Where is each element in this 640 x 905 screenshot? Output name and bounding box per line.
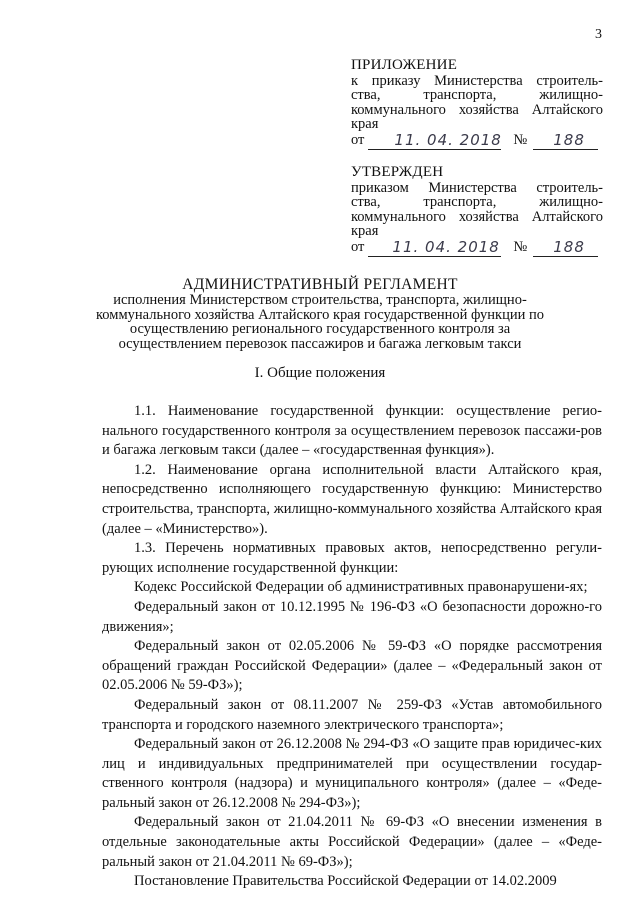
paragraph: 1.3. Перечень нормативных правовых актов, непосредственно регули-рующих исполнение государственной функции: <box>102 540 602 576</box>
number-label: № <box>513 239 528 255</box>
approved-line: приказом Министерства строитель- <box>351 179 603 196</box>
date-label: от <box>351 239 365 255</box>
document-heading <box>60 276 580 351</box>
paragraph: Федеральный закон от 08.11.2007 № 259-ФЗ «Устав автомобильного транспорта и городского наземного электрического транспорта»; <box>102 696 602 733</box>
paragraph: 1.2. Наименование органа исполнительной власти Алтайского края, непосредственно исполняющего государственную функцию: Министерство строительства, транспорта, жилищно-коммунального хозяйства Алтайского края (далее – «Министерство»). <box>102 461 602 537</box>
body-text <box>102 402 602 892</box>
handwritten-number: 188 <box>553 131 585 149</box>
section-title: I. Общие положения <box>254 365 386 381</box>
paragraph: Федеральный закон от 21.04.2011 № 69-ФЗ «О внесении изменения в отдельные законодательные акты Российской Федерации» (далее – «Феде-ральный закон от 21.04.2011 № 69-ФЗ»); <box>102 814 602 870</box>
date-label: от <box>351 132 365 148</box>
approved-title: УТВЕРЖДЕН <box>351 164 444 180</box>
page-number: 3 <box>595 27 602 42</box>
approved-date-line <box>351 235 603 257</box>
document-subtitle-line: осуществлением перевозок пассажиров и багажа легковым такси <box>118 335 522 352</box>
appendix-line: края <box>351 116 379 132</box>
approved-line: ства, транспорта, жилищно- <box>351 194 603 210</box>
approved-line: края <box>351 223 379 239</box>
appendix-title: ПРИЛОЖЕНИЕ <box>351 57 458 73</box>
appendix-line: ства, транспорта, жилищно- <box>351 87 603 103</box>
appendix-date-line <box>351 128 603 150</box>
approved-line: коммунального хозяйства Алтайского <box>351 208 603 225</box>
handwritten-date: 11. 04. 2018 <box>392 238 500 256</box>
handwritten-number: 188 <box>553 238 585 256</box>
appendix-line: к приказу Министерства строитель- <box>351 72 603 89</box>
number-field <box>533 236 598 257</box>
date-field <box>368 129 501 150</box>
document-subtitle-line: коммунального хозяйства Алтайского края государственной функции по <box>96 306 544 323</box>
paragraph: Федеральный закон от 02.05.2006 № 59-ФЗ «О порядке рассмотрения обращений граждан Российской Федерации» (далее – «Федеральный закон от 02.05.2006 № 59-ФЗ»); <box>102 638 602 694</box>
paragraph: 1.1. Наименование государственной функции: осуществление регио-нального государственного контроля за осуществлением перевозок пассажи-ров и багажа легковым такси (далее – «государственная функция»). <box>102 403 602 459</box>
appendix-line: коммунального хозяйства Алтайского <box>351 101 603 118</box>
paragraph: Федеральный закон от 10.12.1995 № 196-ФЗ «О безопасности дорожно-го движения»; <box>102 598 602 635</box>
document-subtitle-line: осуществлению регионального государственного контроля за <box>129 321 511 337</box>
document-subtitle-line: исполнения Министерством строительства, транспорта, жилищно- <box>113 292 527 308</box>
approved-block <box>351 165 603 257</box>
appendix-block <box>351 58 603 150</box>
paragraph: Кодекс Российской Федерации об административных правонарушени-ях; <box>134 579 588 596</box>
paragraph: Постановление Правительства Российской Федерации от 14.02.2009 <box>134 873 557 890</box>
paragraph: Федеральный закон от 26.12.2008 № 294-ФЗ «О защите прав юридичес-ких лиц и индивидуальных предпринимателей при осуществлении государ-ственного контроля (надзора) и муниципального контроля» (далее – «Феде-ральный закон от 26.12.2008 № 294-ФЗ»); <box>102 736 602 811</box>
document-title: АДМИНИСТРАТИВНЫЙ РЕГЛАМЕНТ <box>182 276 458 293</box>
number-label: № <box>513 132 528 148</box>
date-field <box>368 236 501 257</box>
number-field <box>533 129 598 150</box>
handwritten-date: 11. 04. 2018 <box>394 131 502 149</box>
